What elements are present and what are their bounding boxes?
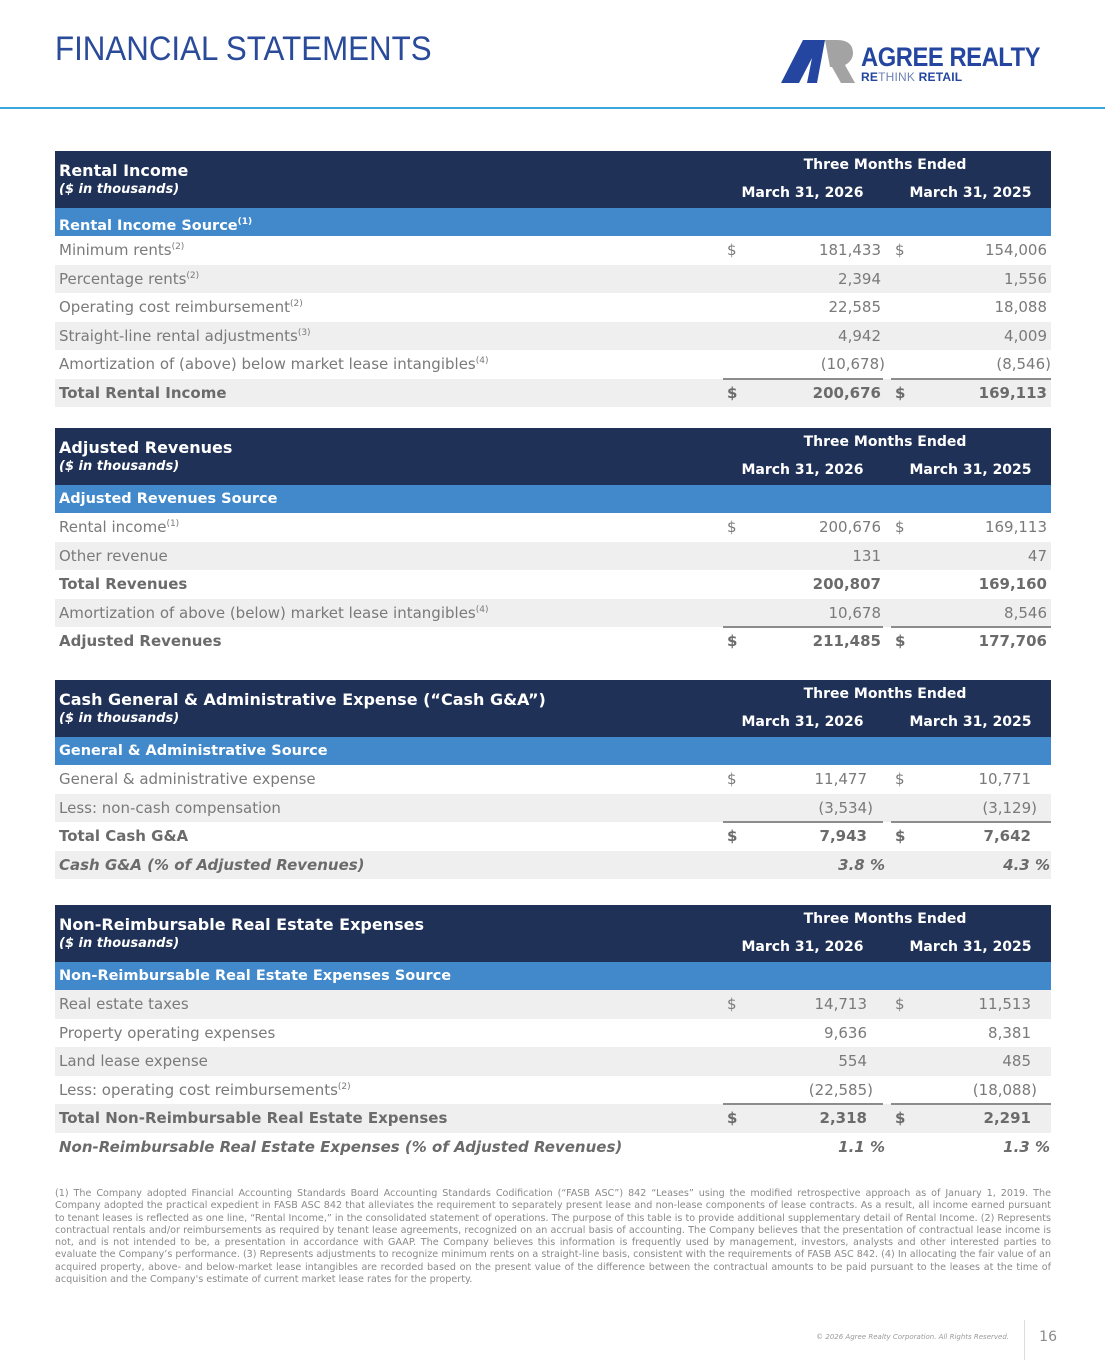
footer-divider — [1024, 1320, 1025, 1360]
value-2026: 211,485 — [812, 632, 881, 650]
value-2025: (8,546) — [996, 355, 1051, 373]
table-row — [55, 1076, 1051, 1105]
column-header-2025: March 31, 2025 — [909, 939, 1032, 955]
value-2025: 169,160 — [978, 575, 1047, 593]
period-header: Three Months Ended — [803, 434, 967, 450]
row-label: Adjusted Revenues — [59, 632, 222, 650]
header-divider — [0, 107, 1105, 109]
page-title: FINANCIAL STATEMENTS — [55, 30, 432, 68]
table-row — [55, 236, 1051, 265]
row-label: Percentage rents — [59, 269, 187, 288]
value-2025: 169,113 — [978, 383, 1047, 402]
table-row — [55, 265, 1051, 294]
currency-symbol: $ — [895, 632, 906, 650]
table-title: Adjusted Revenues — [59, 438, 233, 457]
table-row — [55, 542, 1051, 571]
value-2025: 1.3 % — [1003, 1137, 1050, 1156]
cash-ga-table — [55, 680, 1051, 879]
footnote-ref: (1) — [166, 519, 180, 529]
value-2025: 1,556 — [1004, 269, 1047, 288]
row-label: Land lease expense — [59, 1052, 208, 1070]
value-2025: 2,291 — [983, 1109, 1031, 1127]
total-row — [55, 627, 1051, 656]
currency-symbol: $ — [727, 995, 737, 1013]
tagline-think: THINK — [878, 70, 919, 84]
column-header-2026: March 31, 2026 — [741, 185, 864, 201]
table-row — [55, 990, 1051, 1019]
column-header-2025: March 31, 2025 — [909, 462, 1032, 478]
logo-tagline — [861, 70, 962, 84]
value-2025: 11,513 — [978, 995, 1031, 1013]
logo-company-name: AGREE REALTY — [861, 42, 1041, 72]
value-2025: 47 — [1027, 546, 1047, 565]
row-label: Cash G&A (% of Adjusted Revenues) — [59, 855, 365, 874]
currency-symbol: $ — [895, 827, 906, 845]
row-label: Straight-line rental adjustments — [59, 326, 298, 345]
value-2026: 4,942 — [838, 326, 881, 345]
footnote-ref: (3) — [297, 327, 311, 338]
value-2026: 200,807 — [812, 575, 881, 593]
value-2026: 11,477 — [814, 770, 867, 788]
section-label: Adjusted Revenues Source — [59, 491, 278, 507]
table-row — [55, 794, 1051, 823]
value-2026: 1.1 % — [838, 1137, 885, 1156]
table-header — [55, 905, 1051, 962]
row-label: Less: operating cost reimbursements — [59, 1080, 338, 1099]
table-row — [55, 350, 1051, 379]
footnote-ref: (4) — [475, 604, 489, 615]
table-subtitle: ($ in thousands) — [59, 459, 180, 474]
table-subtitle: ($ in thousands) — [59, 936, 180, 951]
row-label: Less: non-cash compensation — [59, 798, 281, 817]
section-label: General & Administrative Source — [59, 743, 328, 759]
value-2025: 18,088 — [994, 298, 1047, 316]
table-header — [55, 151, 1051, 208]
ratio-row — [55, 851, 1051, 880]
table-row — [55, 765, 1051, 794]
section-bar — [55, 208, 1051, 236]
column-header-2025: March 31, 2025 — [909, 714, 1032, 730]
value-2026: 2,318 — [819, 1109, 867, 1127]
non-reimbursable-expenses-table — [55, 905, 1051, 1161]
value-2025: (3,129) — [982, 798, 1037, 817]
value-2026: 200,676 — [818, 518, 881, 536]
table-title: Cash General & Administrative Expense (“Cash G&A”) — [59, 690, 546, 709]
table-header — [55, 428, 1051, 485]
value-2026: 554 — [838, 1052, 867, 1070]
value-2026: 181,433 — [818, 241, 881, 259]
currency-symbol: $ — [895, 383, 906, 402]
footnote-ref: (1) — [237, 217, 253, 227]
currency-symbol: $ — [727, 241, 737, 259]
value-2025: 4,009 — [1004, 326, 1047, 345]
row-label: Amortization of above (below) market lease intangibles — [59, 603, 476, 622]
currency-symbol: $ — [727, 632, 738, 650]
value-2026: 3.8 % — [838, 855, 885, 874]
currency-symbol: $ — [895, 995, 905, 1013]
value-2026: 10,678 — [828, 603, 881, 622]
row-label: Total Non-Reimbursable Real Estate Expenses — [59, 1109, 448, 1127]
footnote-ref: (2) — [289, 299, 303, 309]
currency-symbol: $ — [727, 770, 737, 788]
value-2025: 177,706 — [978, 632, 1047, 650]
adjusted-revenues-table — [55, 428, 1051, 656]
page-number: 16 — [1039, 1329, 1057, 1345]
period-header: Three Months Ended — [803, 686, 967, 702]
value-2026: 22,585 — [828, 298, 881, 316]
table-title: Non-Reimbursable Real Estate Expenses — [59, 915, 424, 934]
column-header-2026: March 31, 2026 — [741, 714, 864, 730]
column-header-2026: March 31, 2026 — [741, 462, 864, 478]
ratio-row — [55, 1133, 1051, 1162]
section-label: Non-Reimbursable Real Estate Expenses Source — [59, 968, 452, 984]
footnote-ref: (2) — [337, 1081, 351, 1092]
row-label: Amortization of (above) below market lease intangibles — [59, 355, 476, 373]
row-label: Operating cost reimbursement — [59, 298, 290, 316]
row-label: Total Revenues — [59, 575, 188, 593]
footnote-ref: (4) — [475, 356, 489, 366]
value-2025: (18,088) — [972, 1080, 1037, 1099]
currency-symbol: $ — [895, 1109, 906, 1127]
section-bar — [55, 962, 1051, 990]
value-2025: 8,546 — [1004, 603, 1047, 622]
value-2025: 7,642 — [983, 827, 1031, 845]
currency-symbol: $ — [895, 770, 905, 788]
value-2026: 7,943 — [819, 827, 867, 845]
value-2025: 154,006 — [984, 241, 1047, 259]
value-2026: 14,713 — [814, 995, 867, 1013]
total-row — [55, 822, 1051, 851]
value-2026: 131 — [852, 546, 881, 565]
row-label: General & administrative expense — [59, 770, 316, 788]
total-row — [55, 570, 1051, 599]
row-label: Rental income — [59, 518, 167, 536]
table-row — [55, 599, 1051, 628]
rental-income-table — [55, 151, 1051, 407]
footnote-ref: (2) — [171, 242, 185, 252]
column-header-2026: March 31, 2026 — [741, 939, 864, 955]
total-row — [55, 1104, 1051, 1133]
row-label: Real estate taxes — [59, 995, 189, 1013]
row-label: Other revenue — [59, 546, 168, 565]
value-2026: (22,585) — [808, 1080, 873, 1099]
value-2025: 8,381 — [988, 1023, 1031, 1042]
value-2026: 2,394 — [838, 269, 881, 288]
table-title: Rental Income — [59, 161, 189, 180]
table-header — [55, 680, 1051, 737]
total-row — [55, 379, 1051, 408]
currency-symbol: $ — [727, 827, 738, 845]
currency-symbol: $ — [895, 518, 905, 536]
currency-symbol: $ — [895, 241, 905, 259]
period-header: Three Months Ended — [803, 157, 967, 173]
currency-symbol: $ — [727, 518, 737, 536]
value-2025: 169,113 — [984, 518, 1047, 536]
tagline-retail: RETAIL — [918, 70, 963, 84]
value-2025: 4.3 % — [1003, 855, 1050, 874]
row-label: Total Rental Income — [59, 383, 227, 402]
section-label: Rental Income Source — [59, 217, 238, 234]
value-2025: 485 — [1002, 1052, 1031, 1070]
row-label: Minimum rents — [59, 241, 172, 259]
row-label: Property operating expenses — [59, 1023, 276, 1042]
value-2026: (10,678) — [820, 355, 885, 373]
agree-realty-ar-logo-icon — [781, 38, 857, 84]
table-subtitle: ($ in thousands) — [59, 182, 180, 197]
value-2026: (3,534) — [818, 798, 873, 817]
section-bar — [55, 485, 1051, 513]
column-header-2025: March 31, 2025 — [909, 185, 1032, 201]
tagline-re: RE — [861, 70, 879, 84]
row-label: Total Cash G&A — [59, 827, 189, 845]
row-label: Non-Reimbursable Real Estate Expenses (% of Adjusted Revenues) — [59, 1137, 623, 1156]
table-row — [55, 1047, 1051, 1076]
copyright-text: © 2026 Agree Realty Corporation. All Rights Reserved. — [816, 1333, 1009, 1341]
section-bar — [55, 737, 1051, 765]
value-2025: 10,771 — [978, 770, 1031, 788]
table-row — [55, 293, 1051, 322]
currency-symbol: $ — [727, 383, 738, 402]
page-footer — [775, 1320, 1105, 1360]
table-row — [55, 513, 1051, 542]
company-logo — [781, 38, 1061, 86]
footnotes: (1) The Company adopted Financial Accounting Standards Board Accounting Standards Codification (“FASB ASC”) 842 “Leases” using the modified retrospective approach as of January 1, 2019. The Company adopted the practical expedient in FASB ASC 842 that alleviates the requirement to separately present lease and non-lease components of lease contracts. As a result, all income earned pursuant to tenant leases is reflected as one line, “Rental Income,” in the consolidated statement of operations. The purpose of this table is to provide additional supplementary detail of Rental Income. (2) Represents contractual rentals and/or reimbursements as required by tenant lease agreements, recognized on an accrual basis of accounting. The Company believes that the presentation of contractual lease income is not, and is not intended to be, a presentation in accordance with GAAP. The Company believes this information is frequently used by management, investors, analysts and other interested parties to evaluate the Company’s performance. (3) Represents adjustments to recognize minimum rents on a straight-line basis, consistent with the requirements of FASB ASC 842. (4) In allocating the fair value of an acquired property, above- and below-market lease intangibles are recorded based on the present value of the difference between the contractual amounts to be paid pursuant to the leases at the time of acquisition and the Company's estimate of current market lease rates for the property. — [55, 1188, 1051, 1286]
currency-symbol: $ — [727, 1109, 738, 1127]
table-subtitle: ($ in thousands) — [59, 711, 180, 726]
table-row — [55, 1019, 1051, 1048]
value-2026: 200,676 — [812, 383, 881, 402]
value-2026: 9,636 — [824, 1023, 867, 1042]
footnote-ref: (2) — [186, 270, 200, 281]
period-header: Three Months Ended — [803, 911, 967, 927]
table-row — [55, 322, 1051, 351]
